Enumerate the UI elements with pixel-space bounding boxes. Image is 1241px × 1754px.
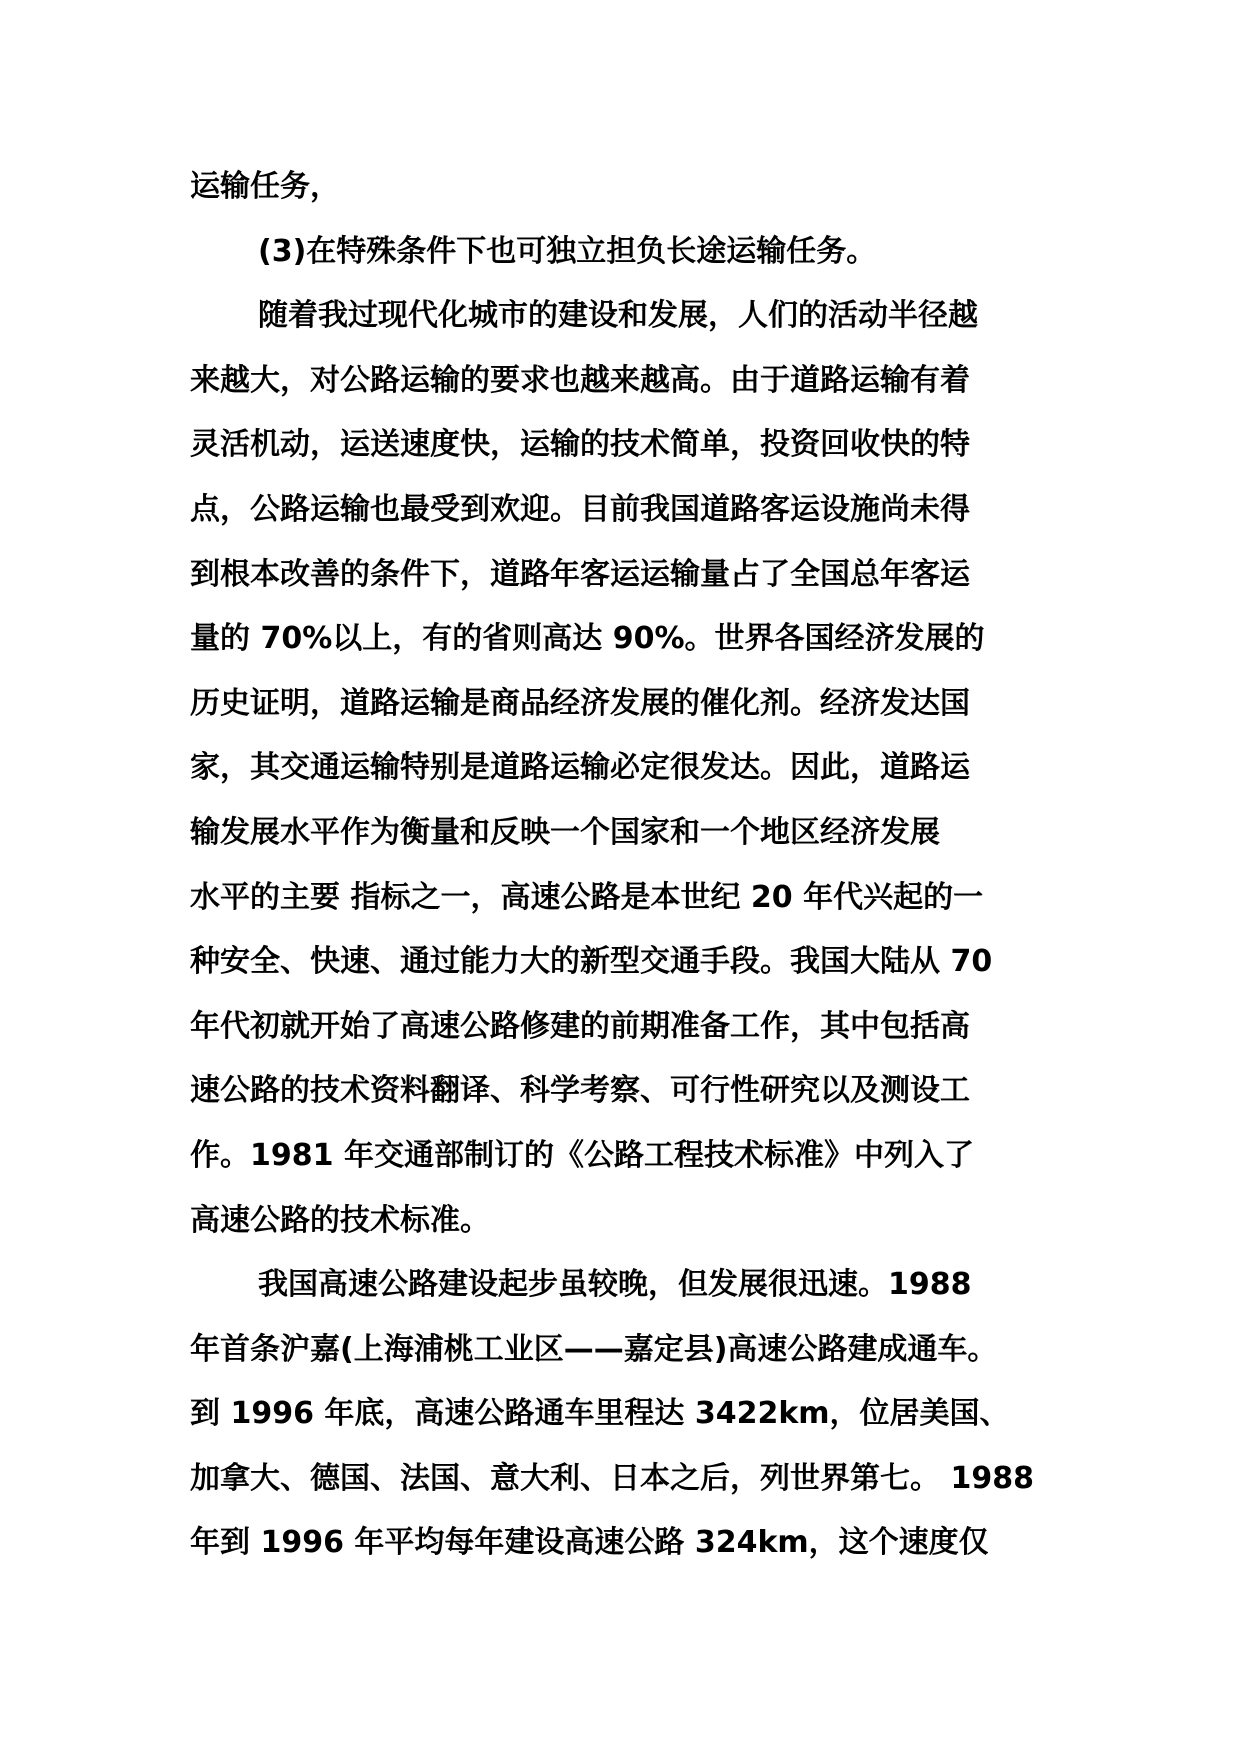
text-line: 家，其交通运输特别是道路运输必定很发达。因此，道路运 [190,750,970,786]
text-line: 高速公路的技术标准。 [190,1202,490,1238]
text-line: 到根本改善的条件下，道路年客运运输量占了全国总年客运 [190,556,970,592]
text-line: 作。1981 年交通部制订的《公路工程技术标准》中列入了 [190,1137,974,1173]
text-line: 速公路的技术资料翻译、科学考察、可行性研究以及测设工 [190,1073,970,1109]
text-line: 到 1996 年底，高速公路通车里程达 3422km，位居美国、 [190,1396,1010,1432]
text-line: 点，公路运输也最受到欢迎。目前我国道路客运设施尚未得 [190,491,970,527]
text-line: 运输任务， [190,169,340,204]
text-line: 年到 1996 年平均每年建设高速公路 324km，这个速度仅 [190,1525,989,1561]
text-line: 水平的主要 指标之一，高速公路是本世纪 20 年代兴起的一 [190,879,984,915]
text-line: 我国高速公路建设起步虽较晚，但发展很迅速。1988 [258,1267,972,1303]
text-line: 历史证明，道路运输是商品经济发展的催化剂。经济发达国 [190,685,970,721]
body-text [190,155,1070,1576]
text-line: 年代初就开始了高速公路修建的前期准备工作，其中包括高 [190,1008,970,1044]
text-line: (3)在特殊条件下也可独立担负长途运输任务。 [258,233,877,269]
text-line: 灵活机动，运送速度快，运输的技术简单，投资回收快的特 [190,427,970,463]
text-line: 种安全、快速、通过能力大的新型交通手段。我国大陆从 70 [190,944,993,980]
text-line: 加拿大、德国、法国、意大利、日本之后，列世界第七。 1988 [190,1460,1034,1496]
text-line: 量的 70%以上，有的省则高达 90%。世界各国经济发展的 [190,621,985,657]
text-line: 随着我过现代化城市的建设和发展，人们的活动半径越 [258,298,978,334]
text-line: 来越大，对公路运输的要求也越来越高。由于道路运输有着 [190,362,970,398]
text-line: 输发展水平作为衡量和反映一个国家和一个地区经济发展 [190,814,940,850]
text-line: 年首条沪嘉(上海浦桃工业区——嘉定县)高速公路建成通车。 [190,1331,998,1367]
